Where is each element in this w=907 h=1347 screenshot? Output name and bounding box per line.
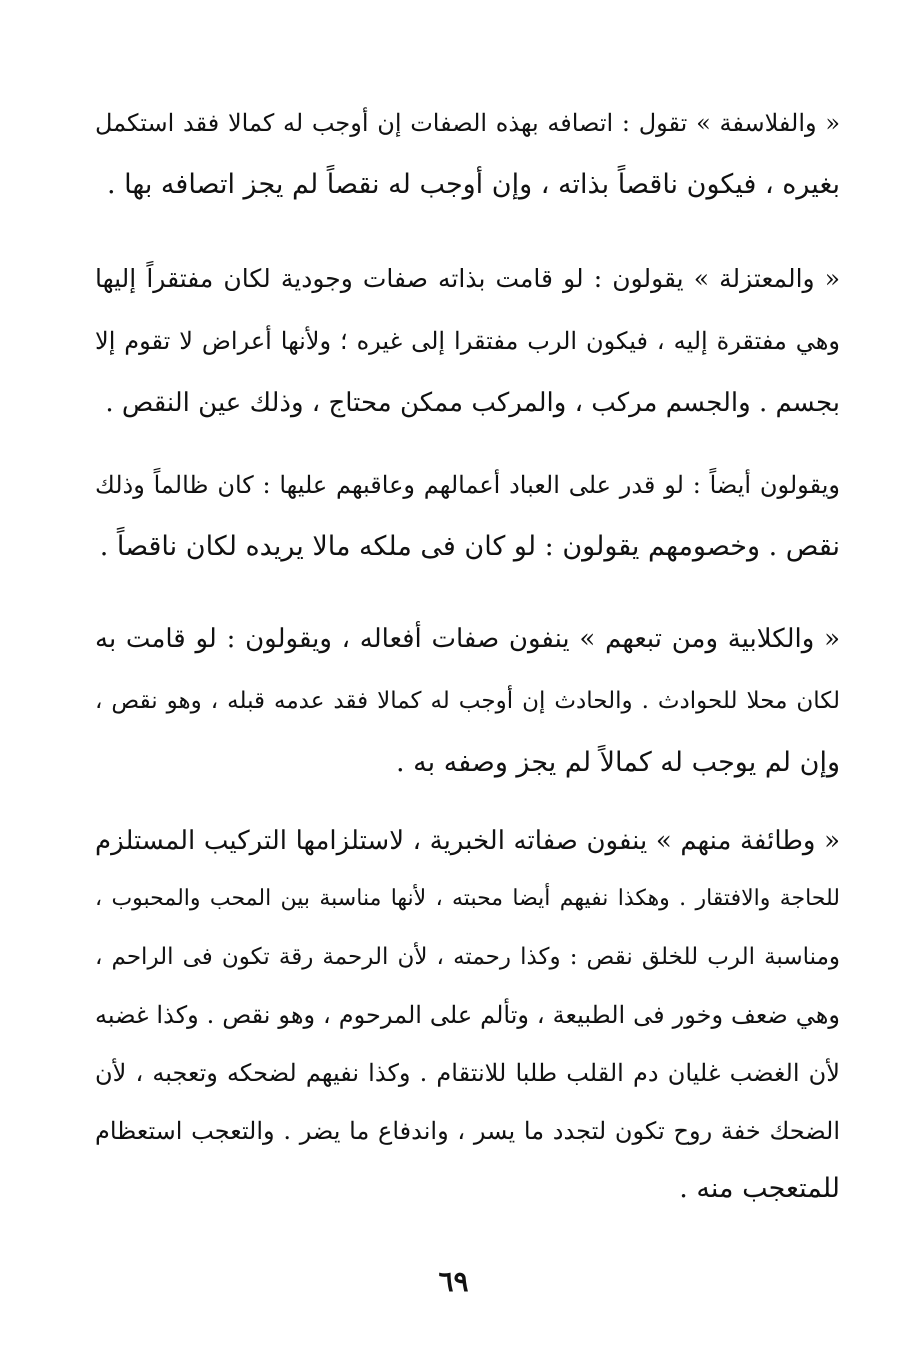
paragraph-falasifa (95, 94, 840, 210)
text-line: نقص . وخصومهم يقولون : لو كان فى ملكه مالا يريده لكان ناقصاً . (99, 531, 840, 562)
paragraph-taifa (95, 812, 840, 1232)
page-number: ٦٩ (438, 1265, 469, 1298)
text-line: لأن الغضب غليان دم القلب طلبا للانتقام . وكذا نفيهم لضحكه وتعجبه ، لأن (95, 1059, 840, 1087)
text-line: للمتعجب منه . (679, 1173, 840, 1204)
text-line: « والكلابية ومن تبعهم » ينفون صفات أفعاله ، ويقولون : لو قامت به (95, 624, 840, 654)
text-line: للحاجة والافتقار . وهكذا نفيهم أيضا محبته ، لأنها مناسبة بين المحب والمحبوب ، (95, 886, 840, 911)
text-line: وإن لم يوجب له كمالاً لم يجز وصفه به . (396, 747, 840, 778)
text-line: لكان محلا للحوادث . والحادث إن أوجب له كمالا فقد عدمه قبله ، وهو نقص ، (95, 688, 840, 714)
text-line: وهي مفتقرة إليه ، فيكون الرب مفتقرا إلى غيره ؛ ولأنها أعراض لا تقوم إلا (95, 327, 840, 355)
text-line: وهي ضعف وخور فى الطبيعة ، وتألم على المرحوم ، وهو نقص . وكذا غضبه (95, 1001, 840, 1029)
paragraph-mutazila (95, 250, 840, 430)
text-line: الضحك خفة روح تكون لتجدد ما يسر ، واندفاع ما يضر . والتعجب استعظام (95, 1117, 840, 1145)
paragraph-qadar (95, 456, 840, 572)
paragraph-kullabiya (95, 610, 840, 790)
text-line: ومناسبة الرب للخلق نقص : وكذا رحمته ، لأن الرحمة رقة تكون فى الراحم ، (95, 944, 840, 970)
text-line: « وطائفة منهم » ينفون صفاته الخبرية ، لاستلزامها التركيب المستلزم (95, 826, 840, 856)
text-line: بجسم . والجسم مركب ، والمركب ممكن محتاج ، وذلك عين النقص . (105, 388, 840, 418)
text-line: ويقولون أيضاً : لو قدر على العباد أعمالهم وعاقبهم عليها : كان ظالماً وذلك (95, 471, 840, 499)
text-line: بغيره ، فيكون ناقصاً بذاته ، وإن أوجب له نقصاً لم يجز اتصافه بها . (107, 169, 840, 200)
text-line: « والمعتزلة » يقولون : لو قامت بذاته صفات وجودية لكان مفتقراً إليها (95, 264, 840, 293)
text-line: « والفلاسفة » تقول : اتصافه بهذه الصفات إن أوجب له كمالا فقد استكمل (95, 109, 840, 137)
